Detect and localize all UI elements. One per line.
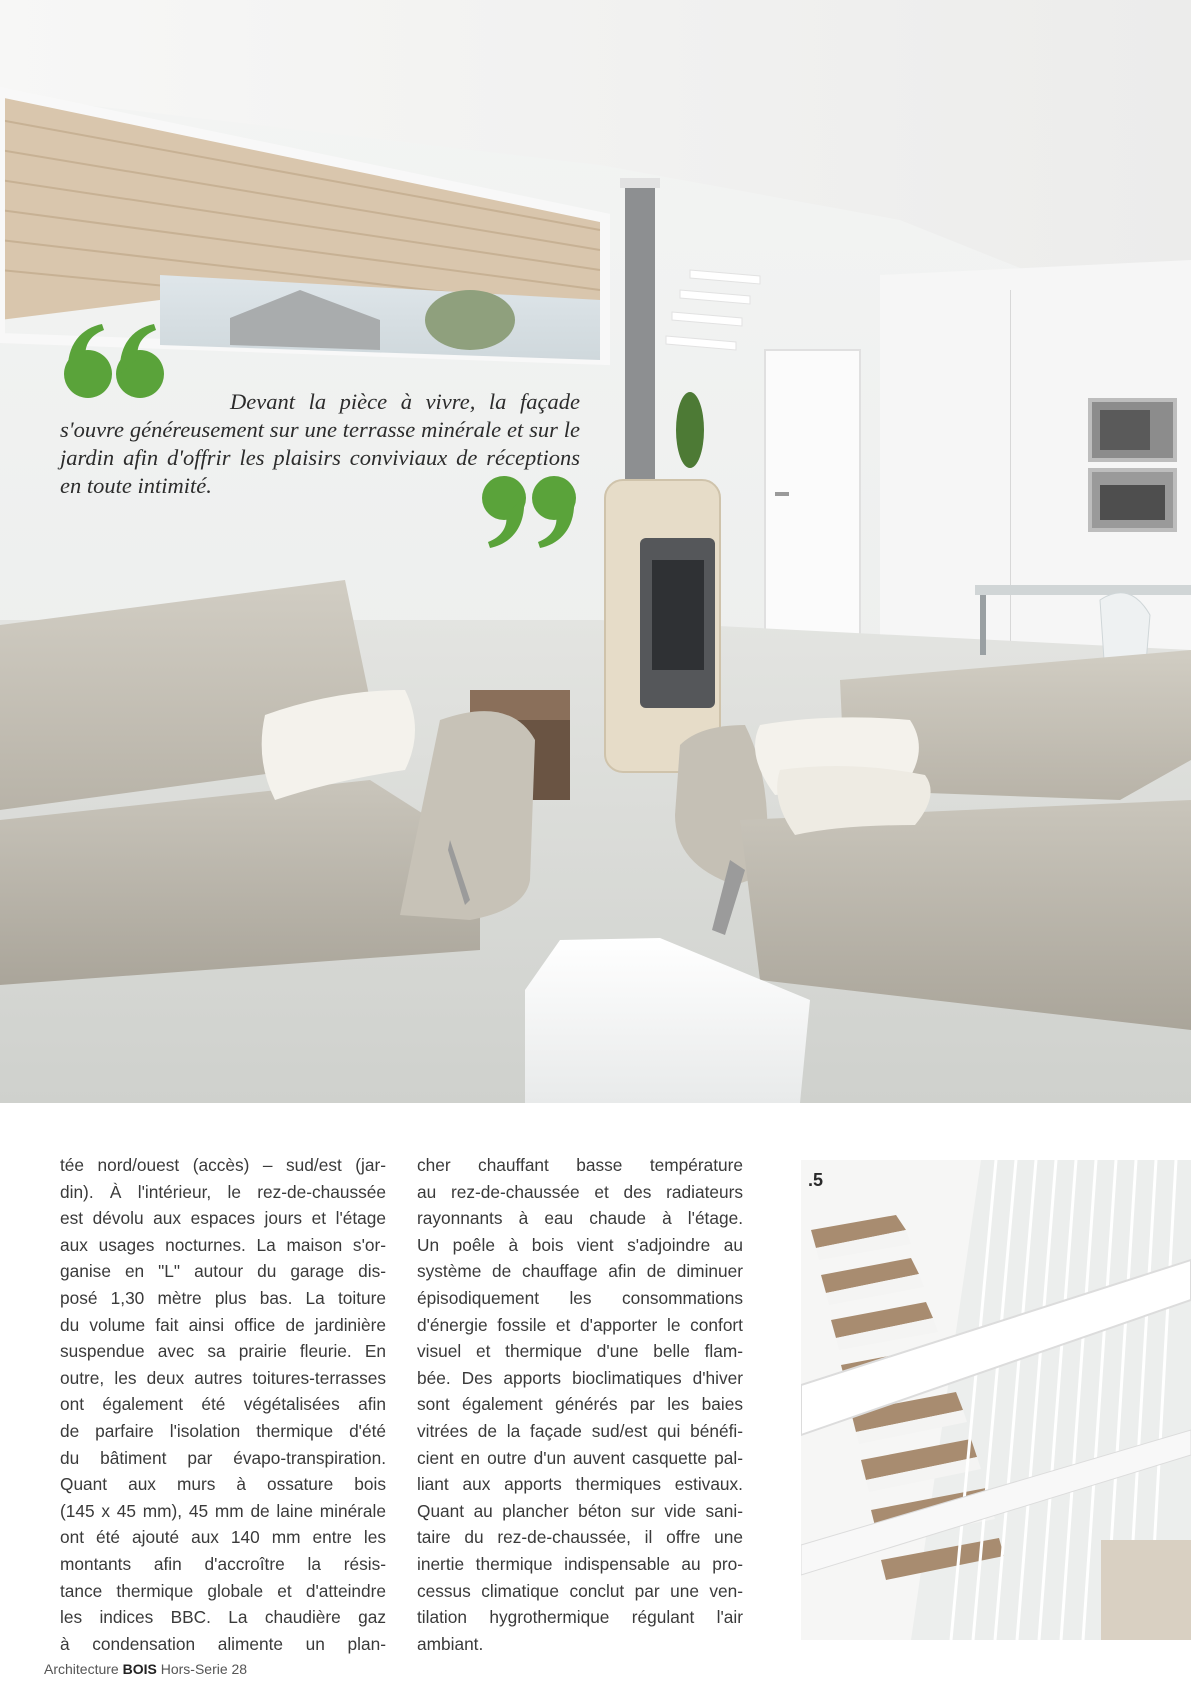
text-line: ont également été végétalisées afin (60, 1394, 386, 1415)
text-line: cher chauffant basse température (417, 1155, 743, 1175)
text-column-2 (417, 1152, 743, 1657)
text-line: ambiant. (417, 1633, 484, 1654)
text-line: de parfaire l'isolation thermique d'été (60, 1420, 386, 1441)
text-line: rayonnants à eau chaude à l'étage. (417, 1208, 743, 1229)
text-line: Un poêle à bois vient s'adjoindre au (417, 1234, 743, 1255)
text-line: suspendue avec sa prairie fleurie. En (60, 1341, 386, 1362)
text-line: outre, les deux autres toitures-terrasses (60, 1367, 386, 1388)
text-line: cessus climatique conclut par une ven- (417, 1580, 743, 1601)
text-line: vitrées de la façade sud/est qui bénéfi- (417, 1420, 743, 1441)
text-line: din). À l'intérieur, le rez-de-chaussée (60, 1181, 386, 1202)
staircase-photo (801, 1160, 1191, 1640)
pull-quote-text: Devant la pièce à vivre, la façade s'ouvre généreusement sur une terrasse minérale et sur le jardin afin d'offrir les plaisirs conviviaux de réceptions en toute intimité. (60, 389, 580, 498)
text-line: (145 x 45 mm), 45 mm de laine minérale (60, 1500, 386, 1521)
footer-suffix: Hors-Serie 28 (160, 1661, 248, 1677)
text-line: bée. Des apports bioclimatiques d'hiver (417, 1367, 743, 1388)
text-line: est dévolu aux espaces jours et l'étage (60, 1208, 386, 1229)
staircase-illustration (801, 1160, 1191, 1640)
text-line: cient en outre d'un auvent casquette pal- (417, 1447, 743, 1468)
close-quote-icon (480, 472, 580, 552)
text-line: les indices BBC. La chaudière gaz (60, 1607, 386, 1628)
text-line: inertie thermique indispensable au pro- (417, 1553, 743, 1574)
text-column-1 (60, 1152, 386, 1657)
text-line: Quant au plancher béton sur vide sani- (417, 1500, 743, 1521)
text-line: liant aux apports thermiques estivaux. (417, 1474, 743, 1495)
text-line: ont été ajouté aux 140 mm entre les (60, 1527, 386, 1548)
text-line: Quant aux murs à ossature bois (60, 1474, 386, 1495)
text-line: d'énergie fossile et d'apporter le confort (417, 1314, 743, 1335)
page-footer (44, 1661, 247, 1677)
text-line: système de chauffage afin de diminuer (417, 1261, 743, 1282)
text-line: du volume fait ainsi office de jardinière (60, 1314, 386, 1335)
text-line: du bâtiment par évapo-transpiration. (60, 1447, 386, 1468)
text-line: taire du rez-de-chaussée, il offre une (417, 1527, 743, 1548)
text-line: à condensation alimente un plan- (60, 1633, 386, 1654)
text-line: montants afin d'accroître la résis- (60, 1553, 386, 1574)
text-line: au rez-de-chaussée et des radiateurs (417, 1181, 743, 1202)
text-line: épisodiquement les consommations (417, 1287, 743, 1308)
text-line: ganise en "L" autour du garage dis- (60, 1261, 386, 1282)
photo-number: .5 (808, 1170, 824, 1190)
text-line: visuel et thermique d'une belle flam- (417, 1341, 743, 1362)
text-line: tance thermique globale et d'atteindre (60, 1580, 386, 1601)
footer-brand: BOIS (122, 1661, 157, 1677)
text-line: tée nord/ouest (accès) – sud/est (jar- (60, 1155, 386, 1175)
footer-prefix: Architecture (44, 1661, 119, 1677)
text-line: tilation hygrothermique régulant l'air (417, 1607, 743, 1628)
pull-quote (60, 332, 580, 500)
text-line: aux usages nocturnes. La maison s'or- (60, 1234, 386, 1255)
text-line: sont également générés par les baies (417, 1394, 743, 1415)
text-line: posé 1,30 mètre plus bas. La toiture (60, 1287, 386, 1308)
